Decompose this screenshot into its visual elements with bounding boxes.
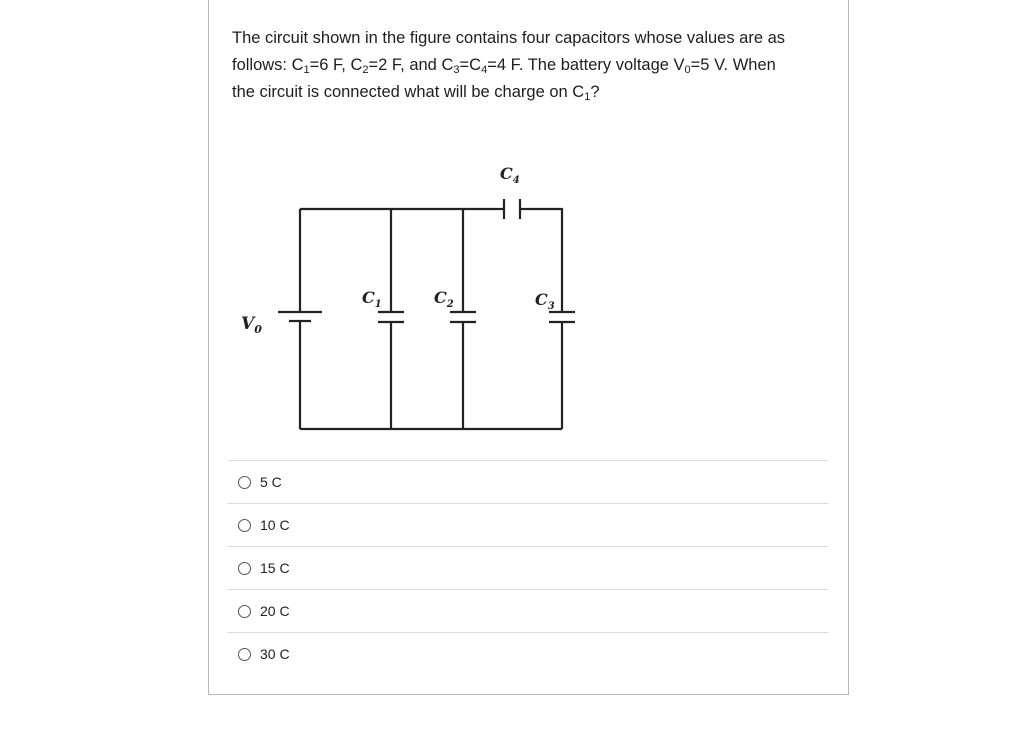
answer-option[interactable]: [227, 503, 828, 546]
c1-label: $C_1$: [362, 288, 382, 310]
v0-label: $V_0$: [241, 314, 262, 336]
radio-icon[interactable]: [238, 648, 251, 661]
question-line-1: The circuit shown in the figure contains four capacitors whose values are as: [232, 29, 786, 47]
question-line-3: the circuit is connected what will be charge on $C_1$?: [232, 83, 600, 103]
question-card: [208, 0, 849, 695]
radio-icon[interactable]: [238, 519, 251, 532]
radio-icon[interactable]: [238, 605, 251, 618]
c4-label: $C_4$: [500, 164, 520, 186]
answer-option-label: 15 C: [260, 560, 290, 576]
answer-option[interactable]: [227, 632, 828, 675]
answer-option[interactable]: [227, 546, 828, 589]
radio-icon[interactable]: [238, 562, 251, 575]
c3-label: $C_3$: [535, 290, 555, 312]
answer-option-label: 5 C: [260, 474, 282, 490]
answer-options: [227, 460, 828, 675]
answer-option-label: 20 C: [260, 603, 290, 619]
question-text: [232, 25, 832, 106]
radio-icon[interactable]: [238, 476, 251, 489]
answer-option-label: 30 C: [260, 646, 290, 662]
answer-option[interactable]: [227, 589, 828, 632]
circuit-diagram: [234, 159, 584, 439]
answer-option-label: 10 C: [260, 517, 290, 533]
c2-label: $C_2$: [434, 288, 454, 310]
answer-option[interactable]: [227, 460, 828, 503]
question-line-2: follows: $C_1=6$ F, $C_2=2$ F, and $C_3=C_4=4$ F. The battery voltage $V_0=5$ V. When: [232, 56, 776, 76]
